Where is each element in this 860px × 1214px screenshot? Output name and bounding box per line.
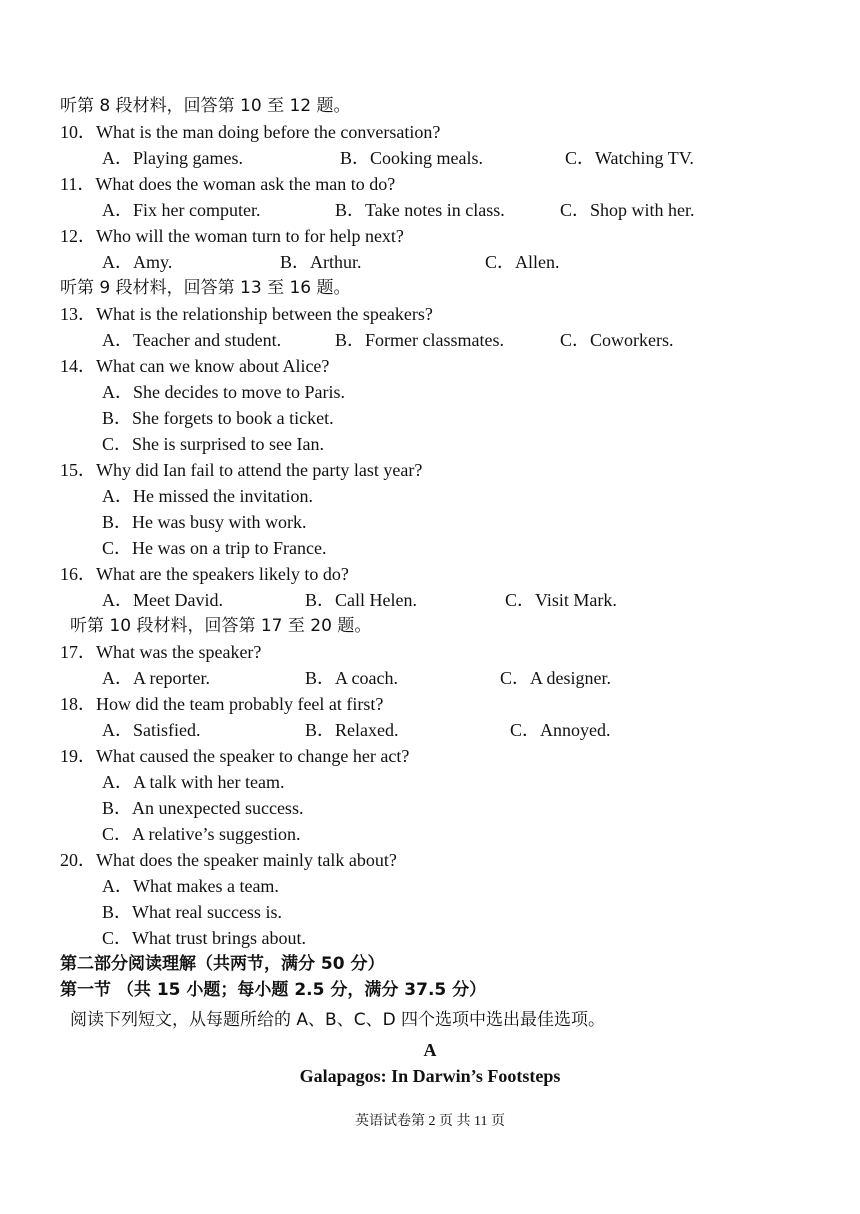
question-13: 13．What is the relationship between the speakers? bbox=[60, 304, 433, 324]
option-a: A．Amy. bbox=[102, 252, 173, 272]
instruction-text: 阅读下列短文，从每题所给的 A、B、C、D 四个选项中选出最佳选项。 bbox=[70, 1010, 606, 1030]
passage-title: Galapagos: In Darwin’s Footsteps bbox=[299, 1066, 561, 1086]
question-11: 11．What does the woman ask the man to do? bbox=[60, 174, 396, 194]
option-a: A．Fix her computer. bbox=[102, 200, 261, 220]
question-17: 17．What was the speaker? bbox=[60, 642, 262, 662]
question-18: 18．How did the team probably feel at first? bbox=[60, 694, 384, 714]
question-14: 14．What can we know about Alice? bbox=[60, 356, 330, 376]
option-a: A．She decides to move to Paris. bbox=[102, 382, 345, 402]
option-b: B．What real success is. bbox=[102, 902, 282, 922]
section-heading: 听第 8 段材料，回答第 10 至 12 题。 bbox=[60, 96, 351, 116]
question-10: 10．What is the man doing before the conversation? bbox=[60, 122, 441, 142]
option-c: C．A designer. bbox=[500, 668, 611, 688]
option-a: A．A talk with her team. bbox=[102, 772, 285, 792]
option-b: B．Call Helen. bbox=[305, 590, 417, 610]
option-b: B．Take notes in class. bbox=[335, 200, 505, 220]
page-footer: 英语试卷第 2 页 共 11 页 bbox=[355, 1114, 505, 1129]
option-c: C．Shop with her. bbox=[560, 200, 695, 220]
part-heading: 第二部分阅读理解（共两节，满分 50 分） bbox=[60, 954, 385, 974]
option-c: C．A relative’s suggestion. bbox=[102, 824, 301, 844]
option-a: A．A reporter. bbox=[102, 668, 210, 688]
question-12: 12．Who will the woman turn to for help next? bbox=[60, 226, 404, 246]
option-a: A．Meet David. bbox=[102, 590, 223, 610]
option-c: C．Allen. bbox=[485, 252, 560, 272]
option-b: B．She forgets to book a ticket. bbox=[102, 408, 334, 428]
section-heading: 第一节 （共 15 小题；每小题 2.5 分，满分 37.5 分） bbox=[60, 980, 487, 1000]
option-b: B．An unexpected success. bbox=[102, 798, 304, 818]
option-c: C．Annoyed. bbox=[510, 720, 611, 740]
option-c: C．What trust brings about. bbox=[102, 928, 306, 948]
option-a: A．Playing games. bbox=[102, 148, 243, 168]
question-20: 20．What does the speaker mainly talk about? bbox=[60, 850, 397, 870]
option-a: A．What makes a team. bbox=[102, 876, 279, 896]
option-c: C．Visit Mark. bbox=[505, 590, 617, 610]
option-c: C．Watching TV. bbox=[565, 148, 694, 168]
question-15: 15．Why did Ian fail to attend the party last year? bbox=[60, 460, 423, 480]
section-heading: 听第 9 段材料，回答第 13 至 16 题。 bbox=[60, 278, 351, 298]
option-c: C．Coworkers. bbox=[560, 330, 674, 350]
section-heading: 听第 10 段材料，回答第 17 至 20 题。 bbox=[70, 616, 372, 636]
option-b: B．Cooking meals. bbox=[340, 148, 483, 168]
question-16: 16．What are the speakers likely to do? bbox=[60, 564, 349, 584]
passage-letter: A bbox=[423, 1040, 437, 1060]
option-b: B．A coach. bbox=[305, 668, 398, 688]
option-a: A．He missed the invitation. bbox=[102, 486, 313, 506]
option-a: A．Teacher and student. bbox=[102, 330, 282, 350]
option-c: C．He was on a trip to France. bbox=[102, 538, 327, 558]
option-b: B．Relaxed. bbox=[305, 720, 399, 740]
option-b: B．Arthur. bbox=[280, 252, 362, 272]
question-19: 19．What caused the speaker to change her act? bbox=[60, 746, 410, 766]
option-b: B．He was busy with work. bbox=[102, 512, 307, 532]
option-c: C．She is surprised to see Ian. bbox=[102, 434, 324, 454]
option-b: B．Former classmates. bbox=[335, 330, 504, 350]
option-a: A．Satisfied. bbox=[102, 720, 201, 740]
